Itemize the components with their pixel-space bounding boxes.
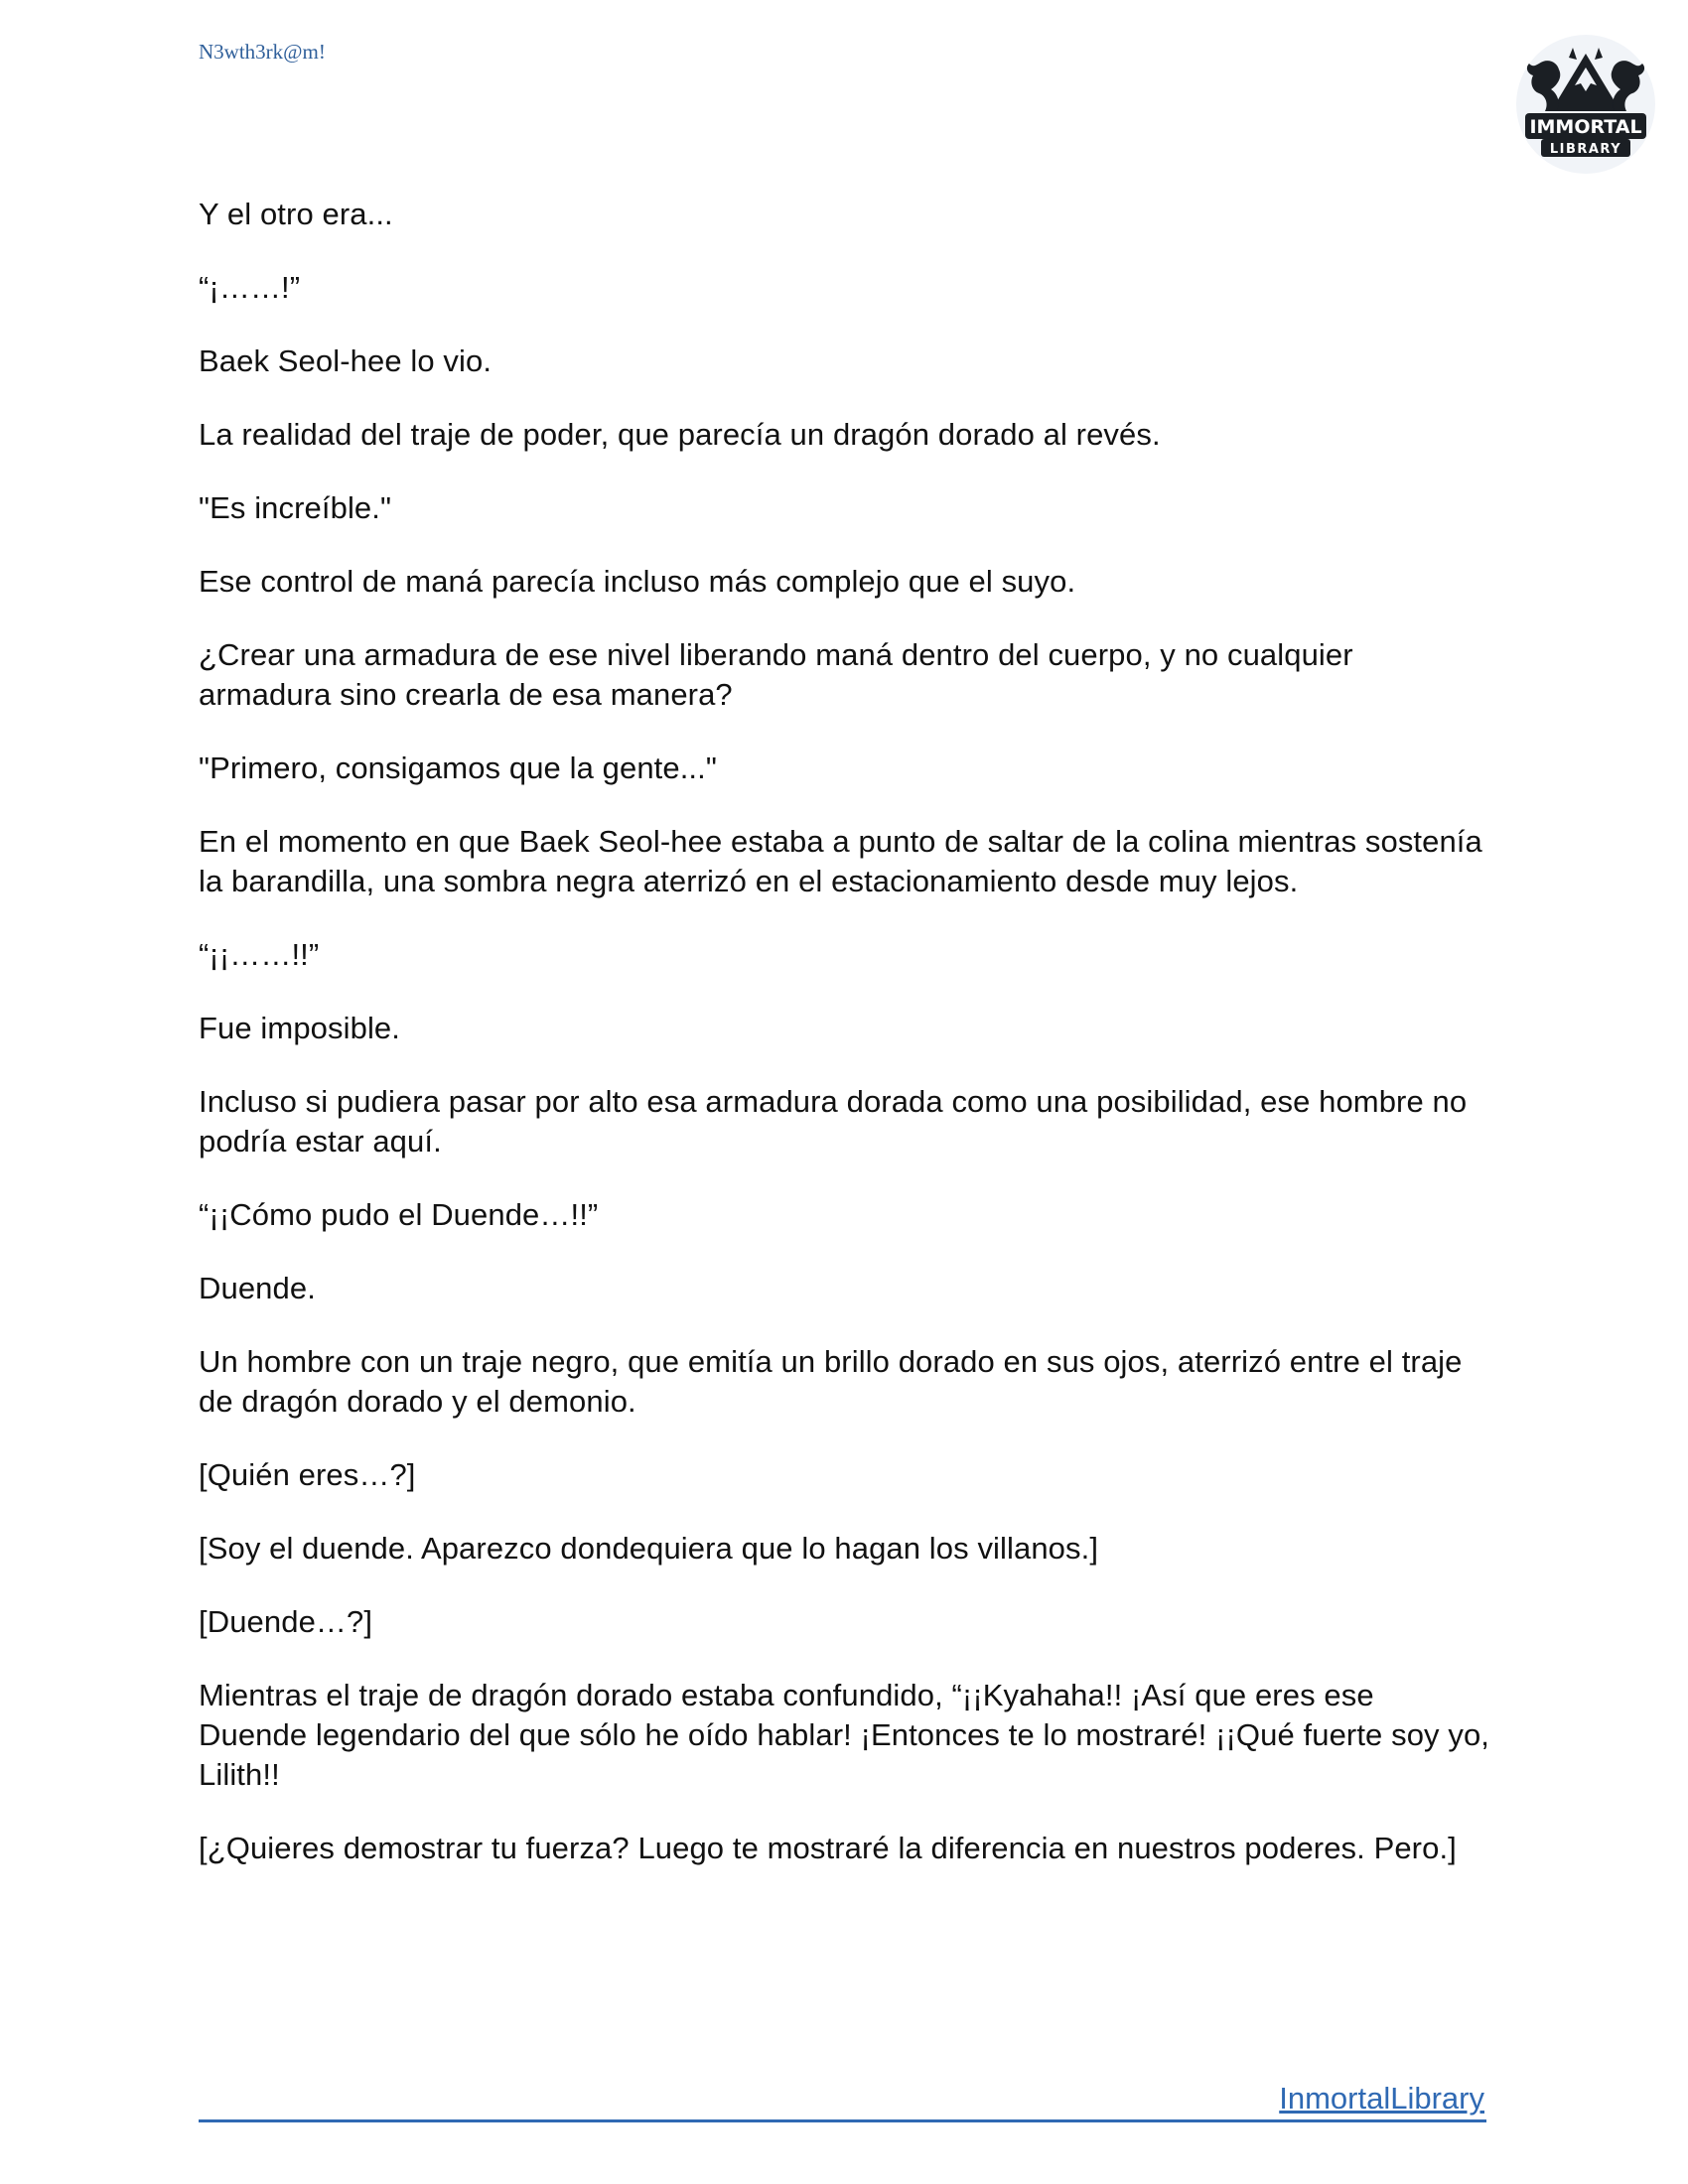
document-body: [199, 195, 1489, 1902]
paragraph-19: Mientras el traje de dragón dorado estaba confundido, “¡¡Kyahaha!! ¡Así que eres ese Duende legendario del que sólo he oído hablar! ¡Entonces te lo mostraré! ¡¡Qué fuerte soy yo, Lilith!!: [199, 1678, 1490, 1792]
paragraph-1: Y el otro era...: [199, 197, 393, 231]
logo-line2: LIBRARY: [1549, 142, 1622, 157]
footer-link-inmortal-library[interactable]: InmortalLibrary: [1279, 2081, 1484, 2116]
paragraph-14: Duende.: [199, 1271, 316, 1305]
paragraph-17: [Soy el duende. Aparezco dondequiera que lo hagan los villanos.]: [199, 1531, 1099, 1566]
paragraph-11: Fue imposible.: [199, 1011, 400, 1045]
paragraph-2: “¡……!”: [199, 270, 301, 305]
paragraph-20: [¿Quieres demostrar tu fuerza? Luego te mostraré la diferencia en nuestros poderes. Pero.]: [199, 1831, 1457, 1865]
paragraph-15: Un hombre con un traje negro, que emitía un brillo dorado en sus ojos, aterrizó entre el traje de dragón dorado y el demonio.: [199, 1344, 1463, 1419]
paragraph-4: La realidad del traje de poder, que parecía un dragón dorado al revés.: [199, 417, 1161, 452]
paragraph-7: ¿Crear una armadura de ese nivel liberando maná dentro del cuerpo, y no cualquier armadura sino crearla de esa manera?: [199, 637, 1353, 712]
header-watermark: N3wth3rk@m!: [199, 40, 326, 64]
paragraph-9: En el momento en que Baek Seol-hee estaba a punto de saltar de la colina mientras sostenía la barandilla, una sombra negra aterrizó en el estacionamiento desde muy lejos.: [199, 824, 1482, 898]
paragraph-5: "Es increíble.": [199, 490, 392, 525]
paragraph-8: "Primero, consigamos que la gente...": [199, 751, 717, 785]
paragraph-18: [Duende…?]: [199, 1604, 373, 1639]
paragraph-13: “¡¡Cómo pudo el Duende…!!”: [199, 1197, 599, 1232]
immortal-library-logo: [1511, 34, 1660, 175]
paragraph-12: Incluso si pudiera pasar por alto esa armadura dorada como una posibilidad, ese hombre no podría estar aquí.: [199, 1084, 1468, 1159]
logo-line1: IMMORTAL: [1529, 116, 1642, 138]
paragraph-10: “¡¡……!!”: [199, 937, 320, 972]
footer-divider: [199, 2119, 1486, 2122]
paragraph-3: Baek Seol-hee lo vio.: [199, 343, 492, 378]
paragraph-16: [Quién eres…?]: [199, 1457, 416, 1492]
paragraph-6: Ese control de maná parecía incluso más complejo que el suyo.: [199, 564, 1076, 599]
